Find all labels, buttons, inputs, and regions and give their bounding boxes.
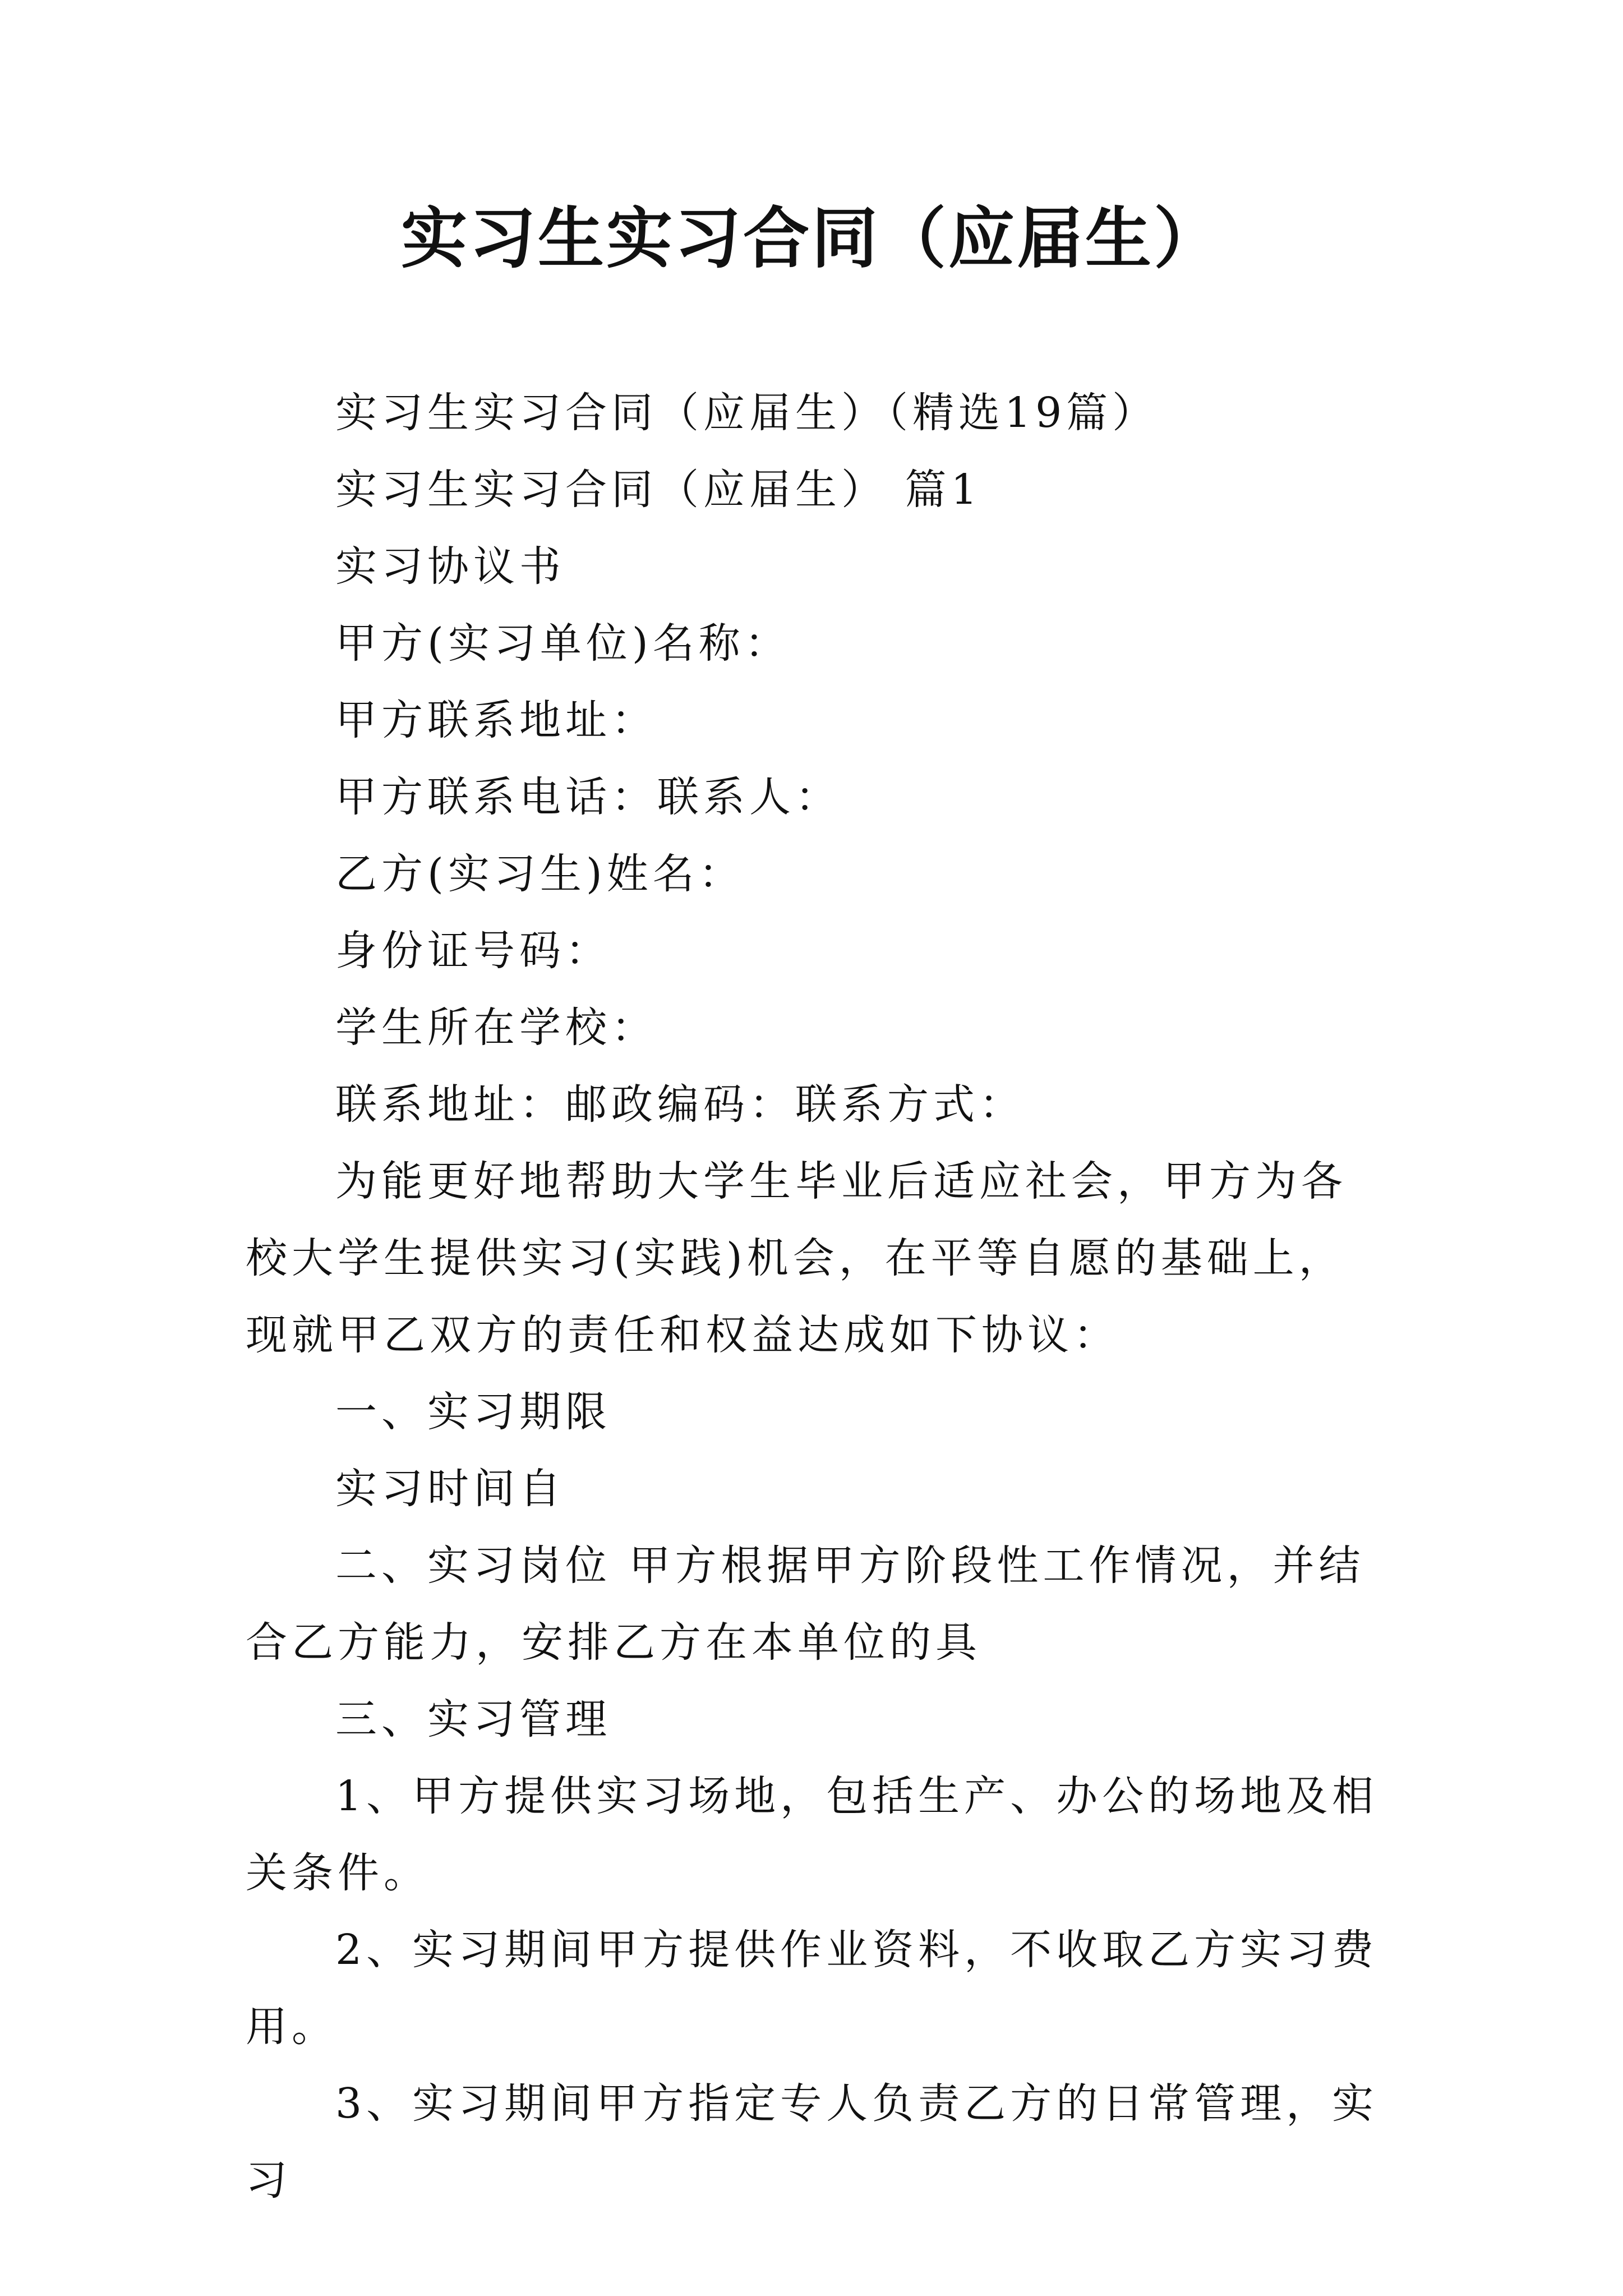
paragraph-party-a-name: 甲方(实习单位)名称： <box>335 619 791 668</box>
paragraph-intro: 为能更好地帮助大学生毕业后适应社会，甲方为各校大学生提供实习(实践)机会，在平等自愿的基础上，现就甲乙双方的责任和权益达成如下协议： <box>246 1157 1347 1359</box>
paragraph-party-a-address: 甲方联系地址： <box>335 696 657 744</box>
paragraph-contact: 联系地址：邮政编码：联系方式： <box>335 1080 1025 1129</box>
paragraph-item-1: 1、甲方提供实习场地，包括生产、办公的场地及相关条件。 <box>246 1772 1378 1897</box>
paragraph-term-heading: 一、实习期限 <box>335 1388 611 1436</box>
paragraph-term-time: 实习时间自 <box>335 1465 565 1513</box>
paragraph-agreement-heading: 实习协议书 <box>335 542 565 591</box>
paragraph-management-heading: 三、实习管理 <box>335 1695 611 1743</box>
paragraph-item-3: 3、实习期间甲方指定专人负责乙方的日常管理，实习 <box>246 2079 1378 2205</box>
paragraph-subtitle: 实习生实习合同（应届生）（精选19篇） <box>335 389 1159 437</box>
paragraph-school: 学生所在学校： <box>335 1004 657 1052</box>
paragraph-id-number: 身份证号码： <box>335 927 611 975</box>
paragraph-item-2: 2、实习期间甲方提供作业资料，不收取乙方实习费用。 <box>246 1926 1378 2051</box>
paragraph-position: 二、实习岗位 甲方根据甲方阶段性工作情况，并结合乙方能力，安排乙方在本单位的具 <box>246 1542 1365 1667</box>
paragraph-section-heading: 实习生实习合同（应届生） 篇1 <box>335 466 982 514</box>
paragraph-party-a-phone: 甲方联系电话：联系人： <box>335 773 841 821</box>
document-title: 实习生实习合同（应届生） <box>400 199 1222 277</box>
document-body <box>246 375 1390 2219</box>
paragraph-party-b-name: 乙方(实习生)姓名： <box>335 850 745 898</box>
